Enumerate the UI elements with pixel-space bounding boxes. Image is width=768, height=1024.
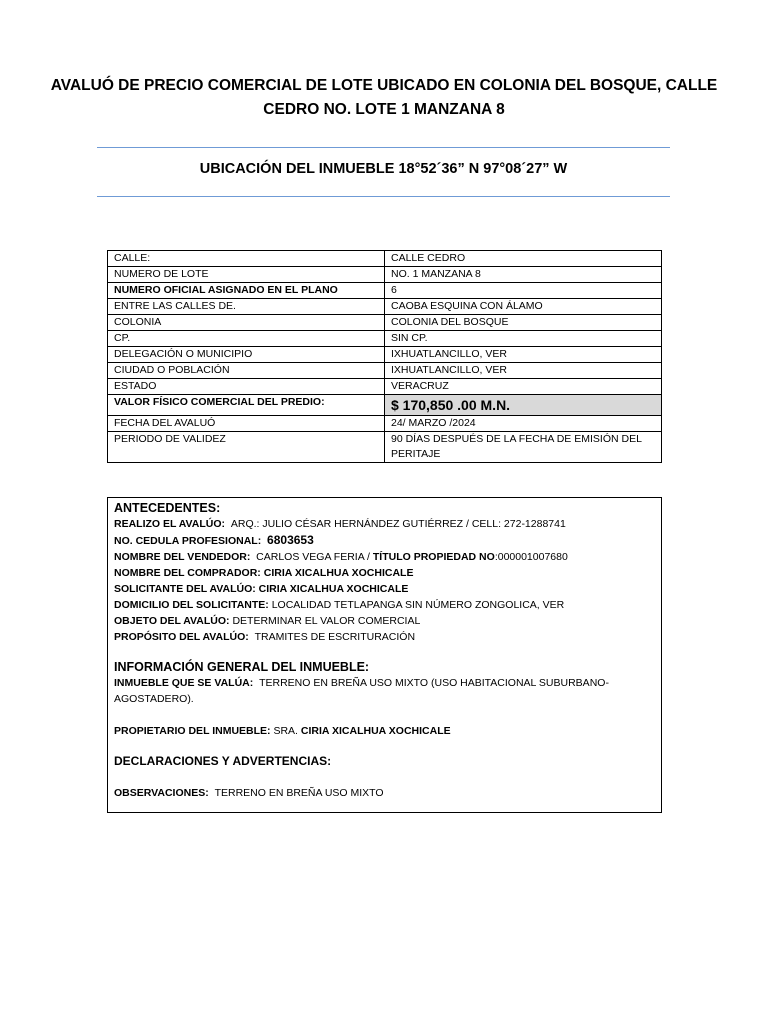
table-row bbox=[108, 347, 662, 363]
title-value: :000001007680 bbox=[494, 551, 568, 563]
buyer-label: NOMBRE DEL COMPRADOR: bbox=[114, 567, 261, 579]
row-label: ESTADO bbox=[108, 379, 385, 395]
purpose-value: TRAMITES DE ESCRITURACIÓN bbox=[254, 631, 416, 643]
buyer-value: CIRIA XICALHUA XOCHICALE bbox=[263, 567, 414, 579]
row-value: COLONIA DEL BOSQUE bbox=[385, 315, 662, 331]
row-value: CAOBA ESQUINA CON ÁLAMO bbox=[385, 299, 662, 315]
requester-value: CIRIA XICALHUA XOCHICALE bbox=[258, 583, 409, 595]
row-label: NUMERO OFICIAL ASIGNADO EN EL PLANO bbox=[108, 283, 385, 299]
license-line bbox=[114, 532, 655, 549]
owner-label: PROPIETARIO DEL INMUEBLE: bbox=[114, 725, 271, 737]
purpose-label: PROPÓSITO DEL AVALÚO: bbox=[114, 631, 249, 643]
observations-value: TERRENO EN BREÑA USO MIXTO bbox=[214, 787, 384, 799]
commercial-value: $ 170,850 .00 M.N. bbox=[385, 395, 662, 416]
property-line bbox=[114, 675, 655, 707]
row-label: FECHA DEL AVALUÓ bbox=[108, 416, 385, 432]
row-value: 24/ MARZO /2024 bbox=[385, 416, 662, 432]
declarations-heading: DECLARACIONES Y ADVERTENCIAS: bbox=[114, 754, 332, 768]
table-row bbox=[108, 251, 662, 267]
row-value: IXHUATLANCILLO, VER bbox=[385, 347, 662, 363]
row-label: ENTRE LAS CALLES DE. bbox=[108, 299, 385, 315]
table-row-value-total bbox=[108, 395, 662, 416]
table-row bbox=[108, 315, 662, 331]
table-row bbox=[108, 416, 662, 432]
table-row bbox=[108, 379, 662, 395]
table-row bbox=[108, 267, 662, 283]
row-label: NUMERO DE LOTE bbox=[108, 267, 385, 283]
row-label: CIUDAD O POBLACIÓN bbox=[108, 363, 385, 379]
row-label: CALLE: bbox=[108, 251, 385, 267]
owner-prefix: SRA. bbox=[273, 725, 298, 737]
table-row bbox=[108, 331, 662, 347]
property-value: TERRENO EN BREÑA USO MIXTO (USO HABITACIONAL SUBURBANO-AGOSTADERO). bbox=[114, 677, 609, 705]
general-info-heading: INFORMACIÓN GENERAL DEL INMUEBLE: bbox=[114, 660, 370, 674]
seller-label: NOMBRE DEL VENDEDOR: bbox=[114, 551, 251, 563]
license-value: 6803653 bbox=[267, 533, 314, 547]
property-label: INMUEBLE QUE SE VALÚA: bbox=[114, 677, 254, 689]
row-value: 90 DÍAS DESPUÉS DE LA FECHA DE EMISIÓN DEL PERITAJE bbox=[385, 432, 662, 463]
appraisal-details-box bbox=[107, 497, 662, 813]
owner-line bbox=[114, 723, 655, 739]
seller-value: CARLOS VEGA FERIA / bbox=[256, 551, 370, 563]
row-label: PERIODO DE VALIDEZ bbox=[108, 432, 385, 463]
row-value: CALLE CEDRO bbox=[385, 251, 662, 267]
license-label: NO. CEDULA PROFESIONAL: bbox=[114, 535, 262, 547]
observations-label: OBSERVACIONES: bbox=[114, 787, 209, 799]
divider-top bbox=[97, 147, 670, 148]
requester-label: SOLICITANTE DEL AVALÚO: bbox=[114, 583, 256, 595]
address-line bbox=[114, 597, 655, 613]
row-value: IXHUATLANCILLO, VER bbox=[385, 363, 662, 379]
table-row bbox=[108, 283, 662, 299]
appraiser-value: ARQ.: JULIO CÉSAR HERNÁNDEZ GUTIÉRREZ / CELL: 272-1288741 bbox=[230, 518, 566, 530]
divider-bottom bbox=[97, 196, 670, 197]
object-label: OBJETO DEL AVALÚO: bbox=[114, 615, 230, 627]
row-value: NO. 1 MANZANA 8 bbox=[385, 267, 662, 283]
purpose-line bbox=[114, 629, 655, 645]
observations-line bbox=[114, 785, 655, 801]
row-label: CP. bbox=[108, 331, 385, 347]
row-value: SIN CP. bbox=[385, 331, 662, 347]
row-value: VERACRUZ bbox=[385, 379, 662, 395]
title-label: TÍTULO PROPIEDAD NO bbox=[372, 551, 495, 563]
table-row bbox=[108, 299, 662, 315]
object-line bbox=[114, 613, 655, 629]
background-heading: ANTECEDENTES: bbox=[114, 501, 221, 515]
appraiser-line bbox=[114, 516, 655, 532]
row-label: COLONIA bbox=[108, 315, 385, 331]
appraiser-label: REALIZO EL AVALÚO: bbox=[114, 518, 226, 530]
row-value: 6 bbox=[385, 283, 662, 299]
property-table bbox=[107, 250, 662, 463]
owner-value: CIRIA XICALHUA XOCHICALE bbox=[300, 725, 451, 737]
location-heading: UBICACIÓN DEL INMUEBLE 18°52´36” N 97°08´27” W bbox=[199, 161, 568, 177]
object-value: DETERMINAR EL VALOR COMERCIAL bbox=[232, 615, 421, 627]
row-label: DELEGACIÓN O MUNICIPIO bbox=[108, 347, 385, 363]
table-row bbox=[108, 432, 662, 463]
address-label: DOMICILIO DEL SOLICITANTE: bbox=[114, 599, 269, 611]
address-value: LOCALIDAD TETLAPANGA SIN NÚMERO ZONGOLICA, VER bbox=[271, 599, 565, 611]
requester-line bbox=[114, 581, 655, 597]
row-label: VALOR FÍSICO COMERCIAL DEL PREDIO: bbox=[108, 395, 385, 416]
seller-line bbox=[114, 549, 655, 565]
page-title: AVALUÓ DE PRECIO COMERCIAL DE LOTE UBICADO EN COLONIA DEL BOSQUE, CALLE CEDRO NO. LOTE 1 MANZANA 8 bbox=[50, 77, 718, 118]
table-row bbox=[108, 363, 662, 379]
buyer-line bbox=[114, 565, 655, 581]
